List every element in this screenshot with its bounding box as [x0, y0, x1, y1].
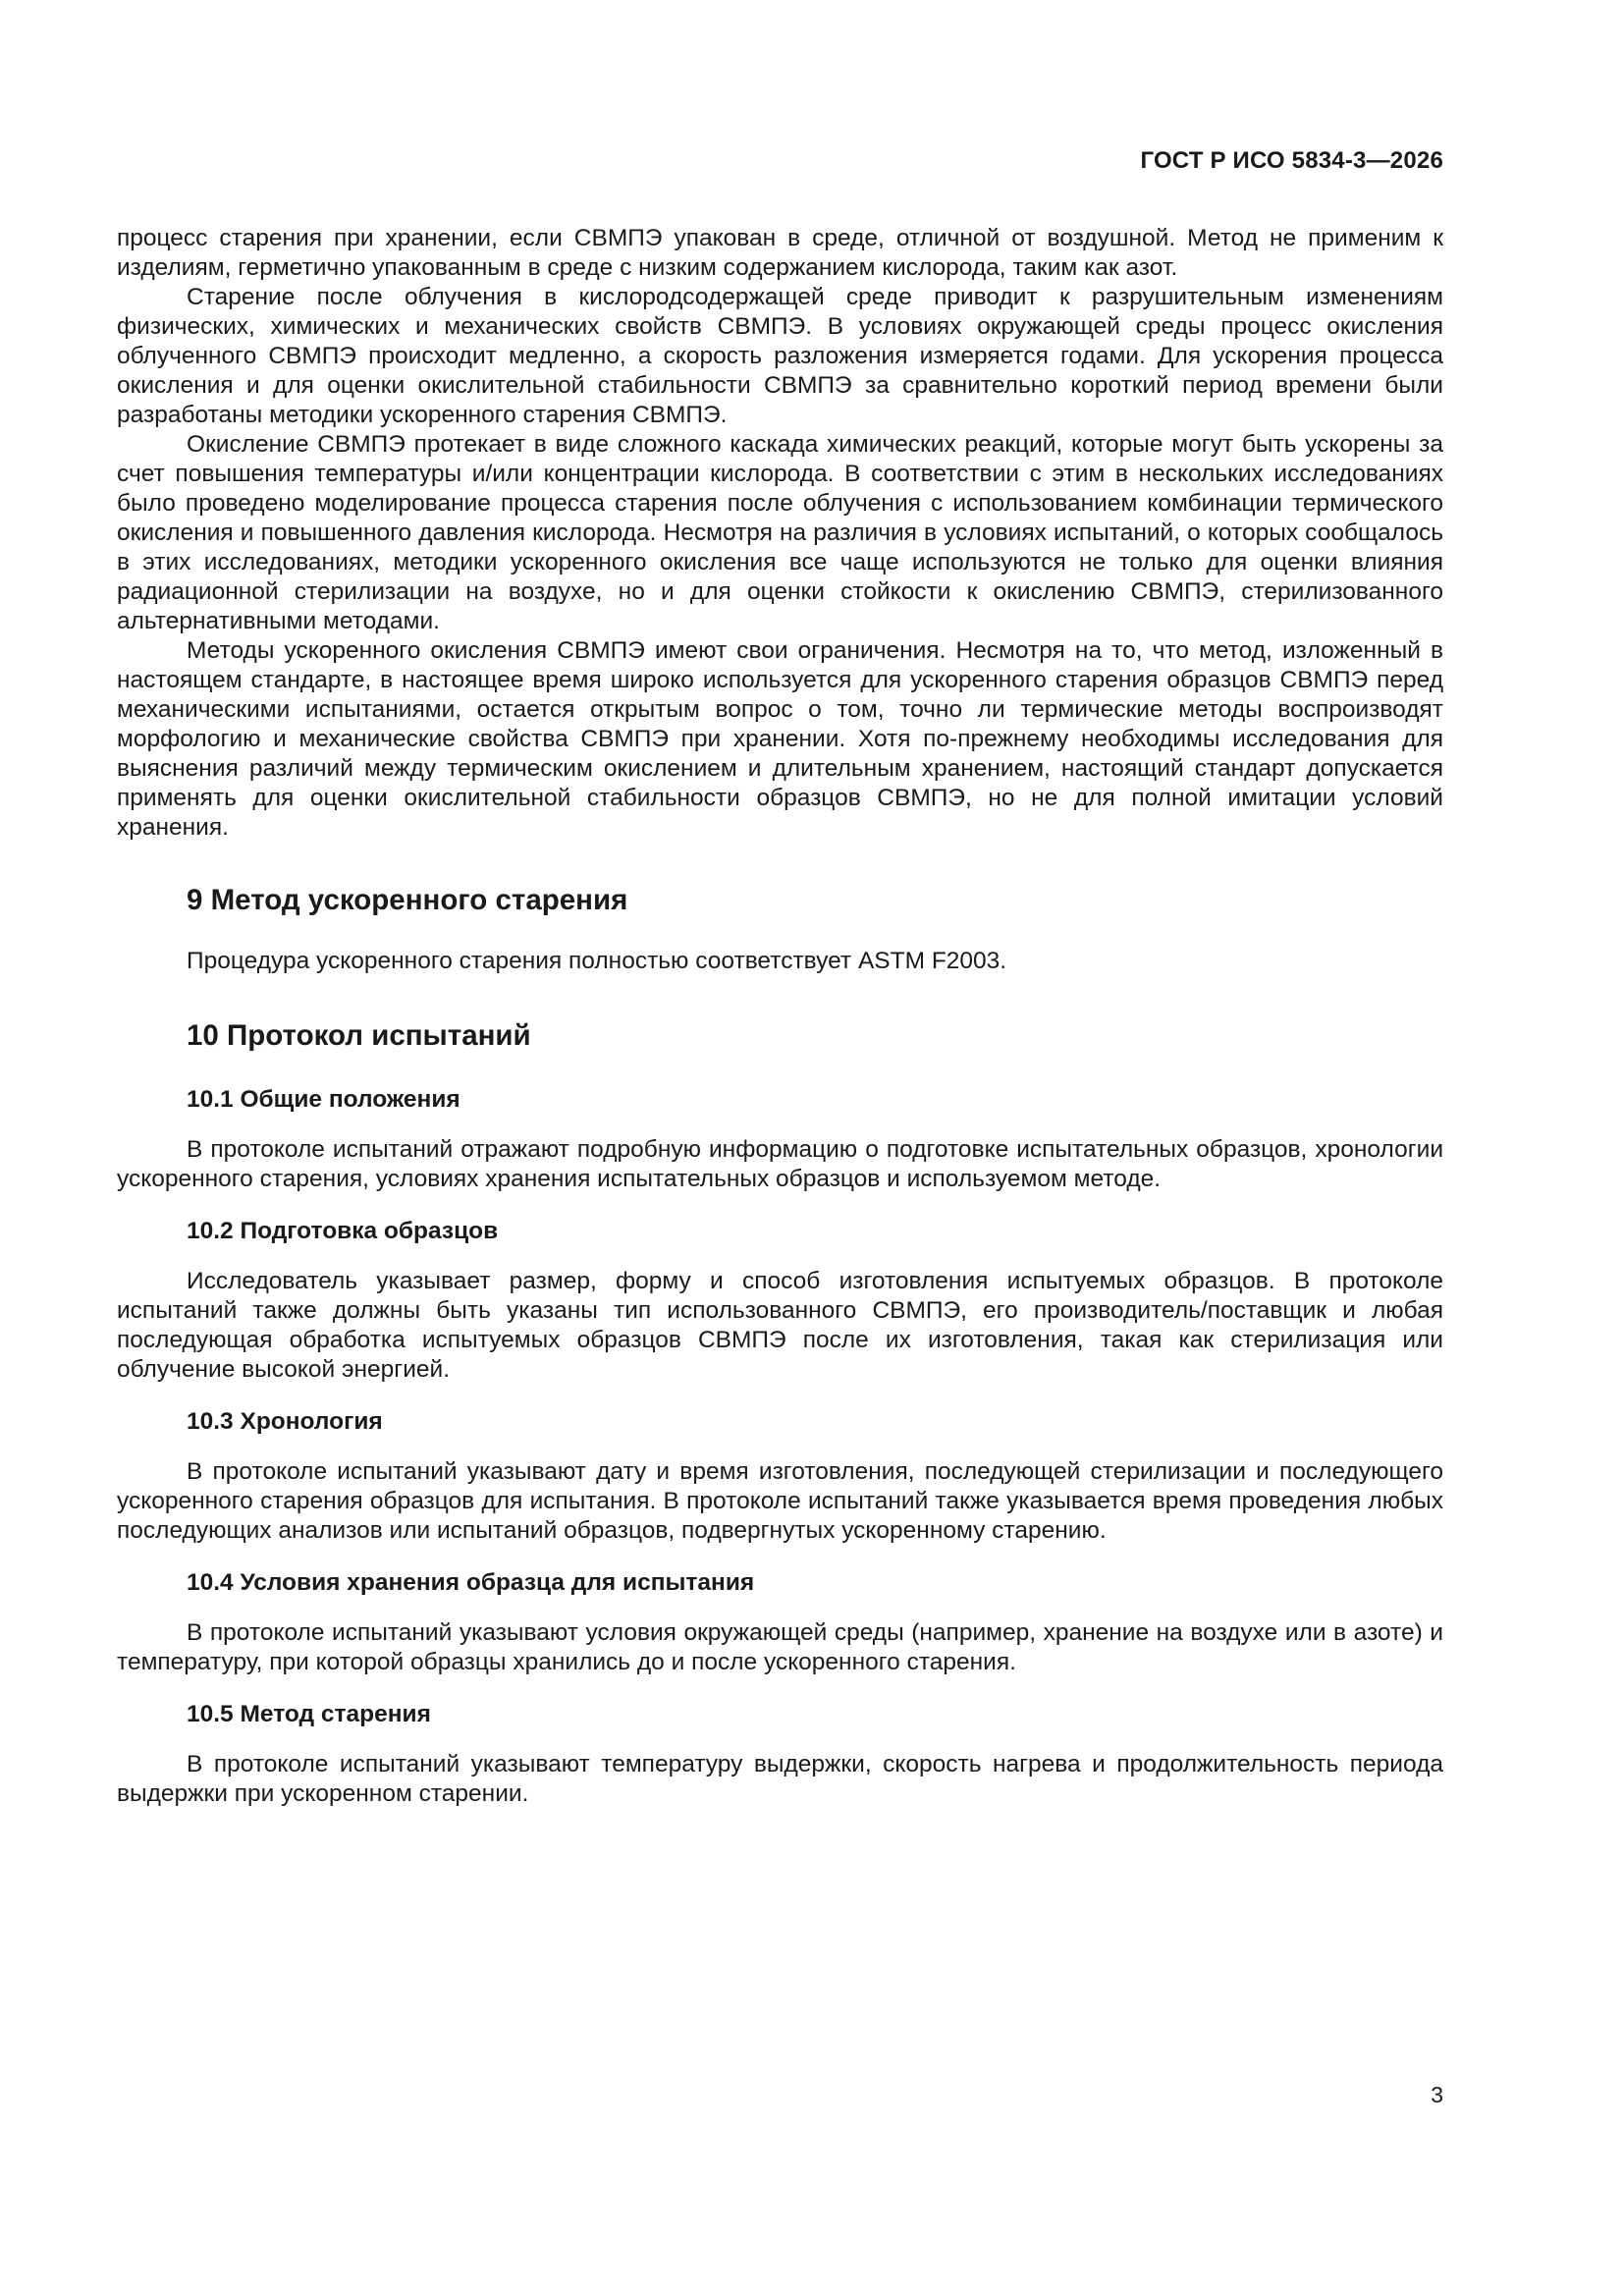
subsection-10-2-heading: 10.2 Подготовка образцов	[187, 1218, 499, 1244]
subsection-10-5-heading: 10.5 Метод старения	[187, 1701, 431, 1727]
section-9-heading: 9 Метод ускоренного старения	[187, 884, 628, 916]
subsection-10-2-text: Исследователь указывает размер, форму и способ изготовления испытуемых образцов. В протоколе испытаний также должны быть указаны тип использованного СВМПЭ, его производитель/поставщик и любая последующая обработка испытуемых образцов СВМПЭ после их изготовления, такая как стерилизация или облучение высокой энергией.	[117, 1268, 1443, 1383]
document-body	[117, 224, 1443, 1809]
section-9-text: Процедура ускоренного старения полностью соответствует ASTM F2003.	[187, 948, 1007, 974]
subsection-10-3-text: В протоколе испытаний указывают дату и время изготовления, последующей стерилизации и последующего ускоренного старения образцов для испытания. В протоколе испытаний также указывается время проведения любых последующих анализов или испытаний образцов, подвергнутых ускоренному старению.	[117, 1458, 1443, 1544]
document-code-header: ГОСТ Р ИСО 5834-3—2026	[1140, 147, 1443, 174]
subsection-10-4-text: В протоколе испытаний указывают условия окружающей среды (например, хранение на воздухе или в азоте) и температуру, при которой образцы хранились до и после ускоренного старения.	[117, 1619, 1443, 1675]
paragraph-continuation: процесс старения при хранении, если СВМПЭ упакован в среде, отличной от воздушной. Метод не применим к изделиям, герметично упакованным в среде с низким содержанием кислорода, таким как азот.	[117, 225, 1443, 281]
paragraph-aging-after-irradiation: Старение после облучения в кислородсодержащей среде приводит к разрушительным изменениям физических, химических и механических свойств СВМПЭ. В условиях окружающей среды процесс окисления облученного СВМПЭ происходит медленно, а скорость разложения измеряется годами. Для ускорения процесса окисления и для оценки окислительной стабильности СВМПЭ за сравнительно короткий период времени были разработаны методики ускоренного старения СВМПЭ.	[117, 284, 1443, 428]
subsection-10-1-heading: 10.1 Общие положения	[187, 1086, 460, 1113]
subsection-10-4-heading: 10.4 Условия хранения образца для испытания	[187, 1569, 755, 1596]
paragraph-method-limitations: Методы ускоренного окисления СВМПЭ имеют свои ограничения. Несмотря на то, что метод, изложенный в настоящем стандарте, в настоящее время широко используется для ускоренного старения образцов СВМПЭ перед механическими испытаниями, остается открытым вопрос о том, точно ли термические методы воспроизводят морфологию и механические свойства СВМПЭ при хранении. Хотя по-прежнему необходимы исследования для выяснения различий между термическим окислением и длительным хранением, настоящий стандарт допускается применять для оценки окислительной стабильности образцов СВМПЭ, но не для полной имитации условий хранения.	[117, 637, 1443, 841]
section-10-heading: 10 Протокол испытаний	[187, 1019, 531, 1052]
page-number: 3	[1431, 2082, 1443, 2107]
subsection-10-3-heading: 10.3 Хронология	[187, 1408, 383, 1435]
subsection-10-5-text: В протоколе испытаний указывают температуру выдержки, скорость нагрева и продолжительность периода выдержки при ускоренном старении.	[117, 1751, 1443, 1807]
subsection-10-1-text: В протоколе испытаний отражают подробную информацию о подготовке испытательных образцов, хронологии ускоренного старения, условиях хранения испытательных образцов и используемом методе.	[117, 1136, 1443, 1192]
paragraph-oxidation-cascade: Окисление СВМПЭ протекает в виде сложного каскада химических реакций, которые могут быть ускорены за счет повышения температуры и/или концентрации кислорода. В соответствии с этим в нескольких исследованиях было проведено моделирование процесса старения после облучения с использованием комбинации термического окисления и повышенного давления кислорода. Несмотря на различия в условиях испытаний, о которых сообщалось в этих исследованиях, методики ускоренного окисления все чаще используются не только для оценки влияния радиационной стерилизации на воздухе, но и для оценки стойкости к окислению СВМПЭ, стерилизованного альтернативными методами.	[117, 431, 1443, 634]
